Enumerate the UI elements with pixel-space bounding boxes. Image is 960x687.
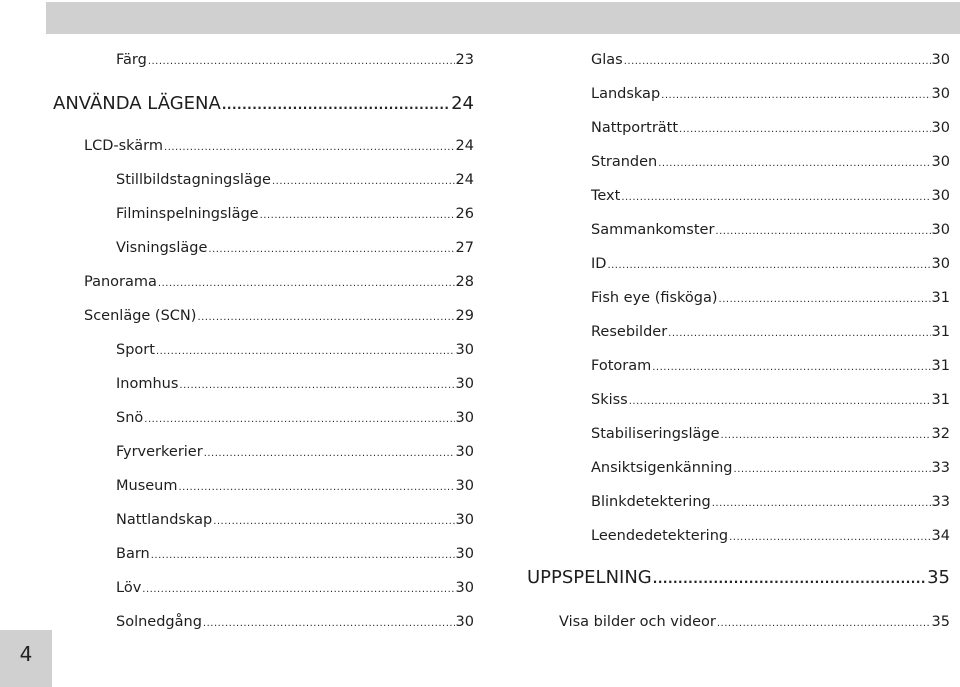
dot-leader [203,614,455,634]
toc-entry-label: Nattporträtt [591,120,679,136]
toc-entry-label: ID [591,256,607,272]
toc-entry-label: Inomhus [116,376,179,392]
dot-leader [668,324,930,344]
toc-entry-page: 24 [455,138,474,154]
toc-entry[interactable] [116,340,474,362]
toc-entry[interactable] [591,220,950,242]
toc-entry[interactable] [591,390,950,412]
dot-leader [272,172,455,192]
dot-leader [624,52,931,72]
dot-leader [721,426,931,446]
toc-section-heading[interactable] [527,566,950,591]
toc-entry-page: 30 [931,154,950,170]
toc-entry-page: 30 [931,86,950,102]
toc-entry[interactable] [591,254,950,276]
toc-entry-label: LCD-skärm [84,138,164,154]
toc-entry-label: Barn [116,546,150,562]
toc-entry-page: 30 [455,342,474,358]
toc-entry-page: 28 [455,274,474,290]
toc-entry-page: 29 [455,308,474,324]
toc-entry-label: Stranden [591,154,658,170]
toc-entry[interactable] [591,424,950,446]
dot-leader [652,358,930,378]
toc-entry[interactable] [116,476,474,498]
toc-entry[interactable] [116,170,474,192]
toc-entry[interactable] [84,306,474,328]
dot-leader [679,120,931,140]
dot-leader [260,206,455,226]
toc-entry[interactable] [116,578,474,600]
dot-leader [204,444,455,464]
toc-entry-page: 30 [455,444,474,460]
toc-entry[interactable] [591,50,950,72]
dot-leader [629,392,931,412]
dot-leader [148,52,455,72]
toc-entry[interactable] [591,288,950,310]
toc-entry-label: Fyrverkerier [116,444,203,460]
toc-entry-label: Löv [116,580,142,596]
toc-entry-page: 34 [931,528,950,544]
toc-entry-page: 24 [455,172,474,188]
dot-leader [661,86,930,106]
toc-entry-label: Nattlandskap [116,512,213,528]
toc-entry-page: 30 [455,410,474,426]
toc-entry-page: 31 [931,324,950,340]
toc-entry-page: 27 [455,240,474,256]
toc-entry[interactable] [116,544,474,566]
dot-leader [734,460,931,480]
toc-entry-label: Glas [591,52,623,68]
toc-entry[interactable] [591,526,950,548]
toc-entry-label: Solnedgång [116,614,202,630]
toc-entry[interactable] [116,510,474,532]
toc-entry-label: Panorama [84,274,157,290]
toc-entry[interactable] [116,442,474,464]
header-bar [46,2,960,34]
toc-entry-label: Stillbildstagningsläge [116,172,271,188]
toc-entry-label: Text [591,188,621,204]
toc-entry-label: Snö [116,410,144,426]
toc-entry-page: 35 [927,567,950,588]
toc-entry-label: Färg [116,52,147,68]
dot-leader [222,93,450,117]
toc-entry[interactable] [116,408,474,430]
toc-entry-label: Sammankomster [591,222,715,238]
toc-entry-label: Leendedetektering [591,528,729,544]
toc-entry[interactable] [591,492,950,514]
toc-entry-label: Scenläge (SCN) [84,308,197,324]
dot-leader [179,376,454,396]
toc-entry-page: 23 [455,52,474,68]
toc-entry-page: 31 [931,290,950,306]
toc-entry[interactable] [591,118,950,140]
toc-entry[interactable] [116,612,474,634]
toc-entry-page: 30 [455,512,474,528]
toc-entry-label: Stabiliseringsläge [591,426,720,442]
toc-entry-page: 30 [931,222,950,238]
dot-leader [715,222,930,242]
dot-leader [621,188,930,208]
dot-leader [658,154,930,174]
toc-entry[interactable] [116,204,474,226]
dot-leader [712,494,931,514]
toc-entry[interactable] [559,612,950,634]
toc-entry[interactable] [591,356,950,378]
dot-leader [156,342,455,362]
toc-entry-page: 31 [931,392,950,408]
toc-entry-page: 30 [455,546,474,562]
toc-entry-page: 30 [455,614,474,630]
toc-entry[interactable] [591,458,950,480]
toc-entry-label: ANVÄNDA LÄGENA [53,93,221,114]
toc-entry-page: 26 [455,206,474,222]
toc-entry[interactable] [591,186,950,208]
toc-entry-page: 30 [931,256,950,272]
toc-entry-label: Resebilder [591,324,668,340]
dot-leader [144,410,454,430]
dot-leader [607,256,930,276]
dot-leader [164,138,455,158]
toc-entry-page: 30 [455,580,474,596]
toc-entry[interactable] [84,136,474,158]
toc-entry-page: 33 [931,494,950,510]
toc-entry-label: Blinkdetektering [591,494,711,510]
dot-leader [213,512,454,532]
toc-entry-label: UPPSPELNING [527,567,652,588]
dot-leader [142,580,454,600]
toc-entry-page: 30 [455,478,474,494]
dot-leader [158,274,455,294]
toc-entry-page: 31 [931,358,950,374]
toc-entry-page: 33 [931,460,950,476]
toc-entry-page: 30 [931,52,950,68]
toc-entry-page: 24 [451,93,474,114]
toc-entry-label: Museum [116,478,178,494]
toc-entry-label: Ansiktsigenkänning [591,460,733,476]
dot-leader [729,528,930,548]
toc-entry-page: 35 [931,614,950,630]
toc-entry-label: Skiss [591,392,628,408]
toc-entry[interactable] [591,322,950,344]
dot-leader [208,240,454,260]
toc-section-heading[interactable] [53,92,474,117]
toc-entry[interactable] [116,238,474,260]
toc-entry[interactable] [116,50,474,72]
dot-leader [717,614,931,634]
toc-entry-label: Sport [116,342,155,358]
toc-entry[interactable] [591,152,950,174]
toc-entry[interactable] [591,84,950,106]
toc-entry-label: Landskap [591,86,661,102]
toc-entry-label: Visningsläge [116,240,208,256]
toc-entry[interactable] [116,374,474,396]
dot-leader [653,567,926,591]
dot-leader [179,478,455,498]
toc-entry[interactable] [84,272,474,294]
dot-leader [197,308,454,328]
toc-entry-page: 30 [455,376,474,392]
toc-entry-label: Filminspelningsläge [116,206,259,222]
toc-entry-page: 30 [931,120,950,136]
dot-leader [719,290,931,310]
toc-entry-label: Fish eye (fisköga) [591,290,718,306]
page-number: 4 [19,642,33,666]
toc-entry-page: 30 [931,188,950,204]
dot-leader [151,546,455,566]
toc-entry-label: Visa bilder och videor [559,614,716,630]
toc-entry-page: 32 [931,426,950,442]
toc-entry-label: Fotoram [591,358,652,374]
